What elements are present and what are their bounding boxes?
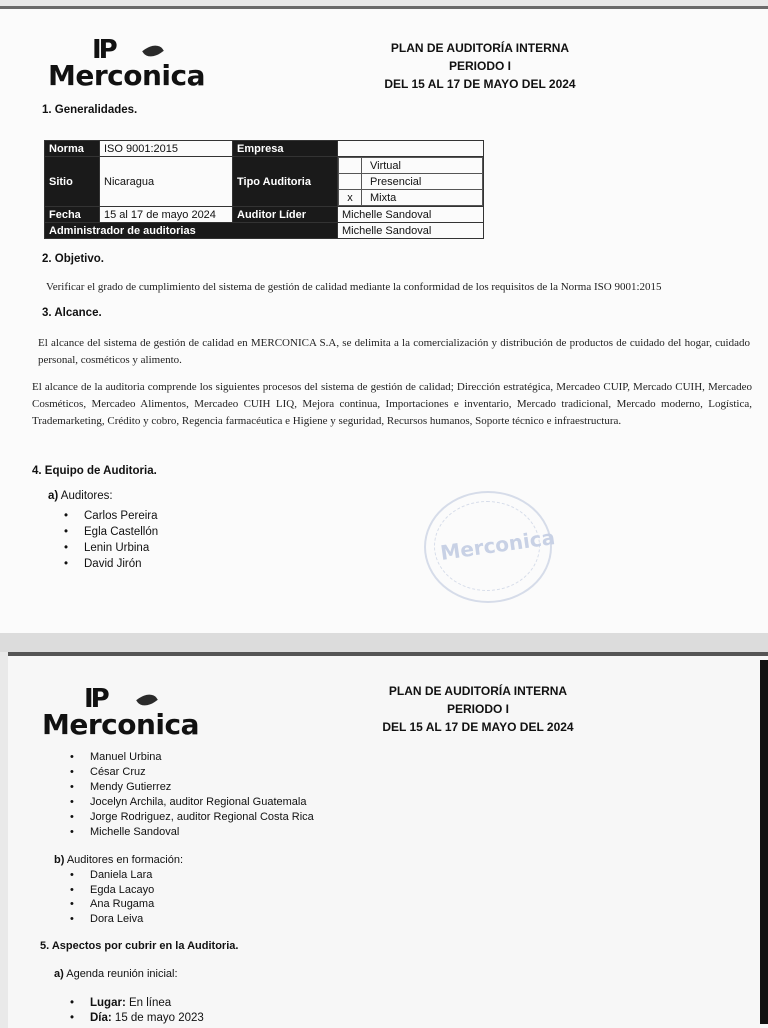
- list-item: [70, 795, 314, 810]
- bullet-icon: •: [70, 912, 74, 925]
- list-item: [64, 556, 158, 572]
- auditor-name: Jocelyn Archila, auditor Regional Guatemala: [90, 796, 307, 808]
- formacion-subheading: [54, 854, 183, 866]
- section-alcance-heading: 3. Alcance.: [42, 307, 102, 319]
- lugar-value: En línea: [125, 997, 172, 1009]
- auditores-sub-letter: a): [48, 490, 59, 502]
- bullet-icon: •: [70, 869, 74, 881]
- bullet-icon: •: [70, 781, 74, 793]
- tipo-auditoria-label: Tipo Auditoria: [233, 157, 338, 207]
- list-item: [70, 765, 314, 780]
- bullet-icon: •: [64, 510, 69, 522]
- empresa-value: [338, 141, 484, 157]
- auditor-name: Manuel Urbina: [90, 751, 162, 763]
- option-mixta: Mixta: [362, 190, 483, 206]
- option-virtual: Virtual: [362, 158, 483, 174]
- list-item: [70, 825, 314, 840]
- bullet-icon: •: [70, 766, 74, 778]
- norma-value: ISO 9001:2015: [100, 141, 233, 157]
- bullet-icon: •: [70, 997, 75, 1009]
- auditor-name: Mendy Gutierrez: [90, 781, 172, 793]
- list-item: [64, 540, 158, 556]
- lugar-label: Lugar:: [90, 997, 126, 1009]
- agenda-sub-letter: a): [54, 968, 64, 980]
- sitio-label: Sitio: [45, 157, 100, 207]
- auditor-name: Carlos Pereira: [84, 510, 158, 522]
- bullet-icon: •: [64, 526, 69, 538]
- bullet-icon: •: [70, 898, 74, 910]
- empresa-label: Empresa: [233, 141, 338, 157]
- agenda-sub-label: Agenda reunión inicial:: [66, 968, 178, 980]
- header-period-line: PERIODO I: [448, 59, 511, 73]
- list-item: [70, 912, 154, 927]
- list-item: [64, 508, 158, 524]
- header-date-line: DEL 15 AL 17 DE MAYO DEL 2024: [382, 720, 574, 734]
- auditor-name: César Cruz: [90, 766, 146, 778]
- fecha-label: Fecha: [45, 207, 100, 223]
- list-item: [70, 810, 314, 825]
- formacion-sub-label: Auditores en formación:: [66, 854, 184, 866]
- bullet-icon: •: [70, 751, 74, 763]
- trainee-name: Egda Lacayo: [90, 883, 155, 896]
- norma-label: Norma: [45, 141, 100, 157]
- alcance-paragraph-1: El alcance del sistema de gestión de calidad en MERCONICA S.A, se delimita a la comercialización y distribución de productos de cuidado del hogar, cuidado personal, cosméticos y alimento.: [38, 337, 750, 366]
- header-date-line: DEL 15 AL 17 DE MAYO DEL 2024: [384, 77, 576, 91]
- section-aspectos-heading: 5. Aspectos por cubrir en la Auditoria.: [40, 940, 239, 952]
- auditores-sub-label: Auditores:: [60, 490, 113, 502]
- auditor-name: David Jirón: [84, 558, 142, 570]
- dia-value: 15 de mayo 2023: [111, 1012, 204, 1024]
- document-page-2: [8, 652, 768, 1028]
- formacion-sub-letter: b): [54, 854, 65, 866]
- bullet-icon: •: [70, 796, 74, 808]
- section-equipo-heading: 4. Equipo de Auditoria.: [32, 465, 157, 477]
- scan-edge-shadow: [760, 660, 768, 1024]
- list-item: [64, 524, 158, 540]
- company-stamp: [424, 491, 557, 603]
- bullet-icon: •: [64, 542, 69, 554]
- auditores-list-page2: [70, 750, 314, 840]
- administrador-value: Michelle Sandoval: [338, 223, 484, 239]
- trainee-name: Dora Leiva: [90, 912, 144, 925]
- mixta-checkbox-mark: x: [339, 190, 362, 206]
- auditor-name: Lenin Urbina: [84, 542, 150, 554]
- agenda-subheading: [54, 968, 178, 980]
- presencial-checkbox: [339, 174, 362, 190]
- virtual-checkbox: [339, 158, 362, 174]
- bullet-icon: •: [64, 558, 69, 570]
- option-presencial: Presencial: [362, 174, 483, 190]
- document-page-1: [0, 6, 768, 633]
- agenda-details-list: [70, 996, 204, 1026]
- list-item: [70, 750, 314, 765]
- document-header-title: [370, 39, 590, 93]
- dia-label: Día:: [90, 1012, 112, 1024]
- list-item: [70, 996, 204, 1011]
- list-item: [70, 897, 154, 912]
- logo-merconica: Merconica: [48, 59, 206, 92]
- section-generalidades-heading: 1. Generalidades.: [42, 104, 138, 116]
- alcance-paragraph-2: El alcance de la auditoria comprende los siguientes procesos del sistema de gestión de calidad; Dirección estratégica, Mercadeo CUIP, Mercado CUIH, Mercadeo Cosméticos, Mercadeo Alimentos, Mercadeo CUIH LIQ, Mejora continua, Importaciones e inventario, Mercado tradicional, Mercado moderno, Logística, Trademarketing, Crédito y cobro, Regencia farmacéutica e Higiene y seguridad, Recursos humanos, Soporte técnico e infraestructura.: [32, 381, 752, 427]
- objetivo-text: Verificar el grado de cumplimiento del sistema de gestión de calidad mediante la conformidad de los requisitos de la Norma ISO 9001:2015: [46, 281, 662, 293]
- bullet-icon: •: [70, 811, 74, 823]
- bullet-icon: •: [70, 826, 74, 838]
- auditor-lider-label: Auditor Líder: [233, 207, 338, 223]
- header-period-line: PERIODO I: [446, 702, 509, 716]
- header-title-line: PLAN DE AUDITORÍA INTERNA: [390, 41, 570, 55]
- logo-ip-mark: IP: [84, 684, 107, 714]
- logo-merconica: Merconica: [42, 708, 200, 741]
- trainee-name: Daniela Lara: [90, 869, 153, 881]
- auditor-name: Jorge Rodriguez, auditor Regional Costa Rica: [90, 811, 314, 823]
- logo-ip-mark: IP: [92, 35, 115, 65]
- auditor-name: Egla Castellón: [84, 526, 159, 538]
- generalidades-table: [44, 140, 484, 239]
- bullet-icon: •: [70, 883, 74, 896]
- auditores-subheading: [48, 490, 113, 502]
- administrador-label: Administrador de auditorias: [45, 223, 338, 239]
- tipo-auditoria-options: [338, 157, 484, 207]
- document-header-title: [368, 682, 588, 736]
- auditores-list-page1: [64, 508, 158, 572]
- list-item: [70, 780, 314, 795]
- header-title-line: PLAN DE AUDITORÍA INTERNA: [388, 684, 568, 698]
- list-item: [70, 883, 154, 898]
- list-item: [70, 868, 154, 883]
- auditor-lider-value: Michelle Sandoval: [338, 207, 484, 223]
- stamp-logo-text: Merconica: [438, 525, 557, 565]
- bullet-icon: •: [70, 1012, 75, 1024]
- formacion-list: [70, 868, 154, 926]
- fecha-value: 15 al 17 de mayo 2024: [100, 207, 233, 223]
- sitio-value: Nicaragua: [100, 157, 233, 207]
- trainee-name: Ana Rugama: [90, 898, 155, 910]
- auditor-name: Michelle Sandoval: [90, 826, 180, 838]
- section-objetivo-heading: 2. Objetivo.: [42, 253, 104, 265]
- page-separator: [0, 633, 768, 652]
